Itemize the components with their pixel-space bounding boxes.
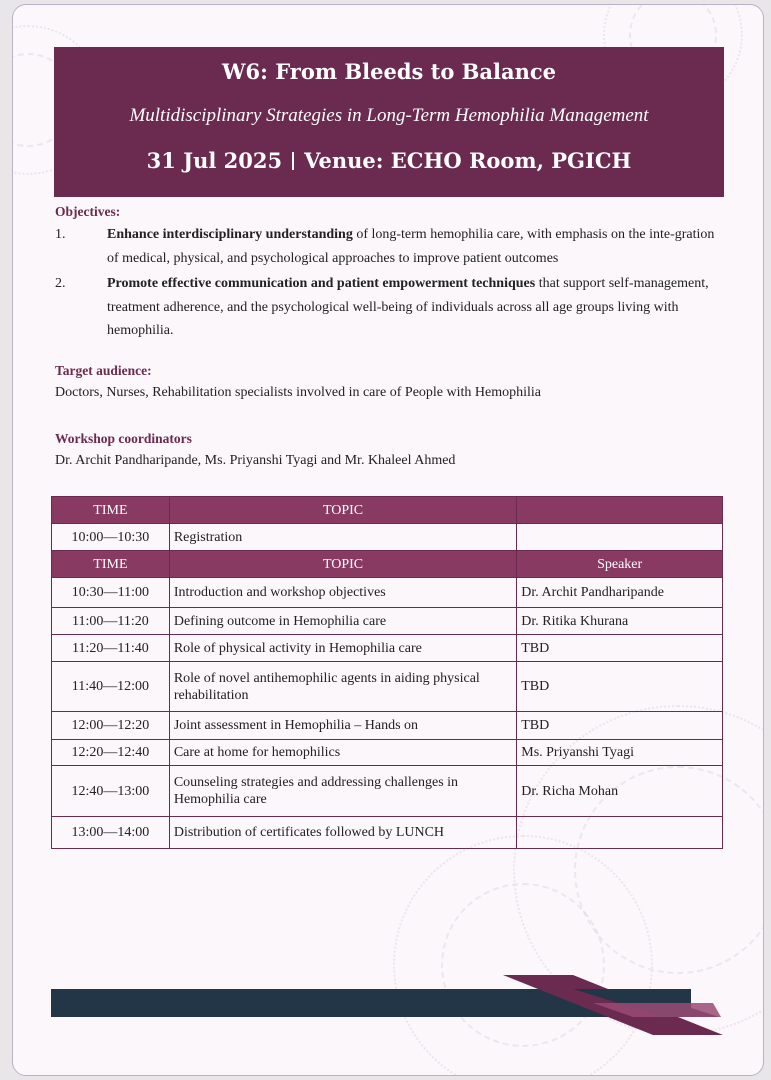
row-speaker: TBD	[517, 712, 723, 740]
row-topic: Distribution of certificates followed by LUNCH	[169, 817, 516, 849]
table-row	[52, 817, 723, 849]
workshop-title: W6: From Bleeds to Balance	[221, 59, 557, 84]
table-row	[52, 578, 723, 608]
row-time: 11:40—12:00	[52, 662, 170, 712]
header-topic: TOPIC	[169, 551, 516, 578]
row-speaker: TBD	[517, 662, 723, 712]
row-topic: Introduction and workshop objectives	[169, 578, 516, 608]
row-time: 12:00—12:20	[52, 712, 170, 740]
table-row	[52, 608, 723, 635]
target-audience-text: Doctors, Nurses, Rehabilitation specialists involved in care of People with Hemophilia	[55, 385, 542, 400]
row-topic: Joint assessment in Hemophilia – Hands on	[169, 712, 516, 740]
row-topic: Care at home for hemophilics	[169, 740, 516, 766]
workshop-venue: Venue: ECHO Room, PGICH	[304, 148, 632, 173]
table-row	[52, 740, 723, 766]
objectives-list	[55, 223, 717, 345]
table-row	[52, 766, 723, 817]
header-time: TIME	[52, 551, 170, 578]
row-speaker	[517, 817, 723, 849]
workshop-date: 31 Jul 2025	[146, 148, 283, 173]
workshop-subtitle: Multidisciplinary Strategies in Long-Term Hemophilia Management	[129, 105, 649, 126]
objective-item	[55, 272, 717, 343]
row-topic: Role of physical activity in Hemophilia care	[169, 635, 516, 662]
row-speaker: Ms. Priyanshi Tyagi	[517, 740, 723, 766]
header-time: TIME	[52, 497, 170, 524]
table-row	[52, 712, 723, 740]
row-time: 10:30—11:00	[52, 578, 170, 608]
row-speaker	[517, 524, 723, 551]
title-banner	[54, 47, 724, 197]
row-time: 13:00—14:00	[52, 817, 170, 849]
target-audience-heading: Target audience:	[55, 363, 152, 378]
coordinators-heading: Workshop coordinators	[55, 431, 192, 446]
objective-text: of long-term hemophilia care, with emphasis on the inte-gration of medical, physical, and psychological approaches to improve patient outcomes	[107, 227, 715, 266]
row-topic: Role of novel antihemophilic agents in aiding physical rehabilitation	[169, 662, 516, 712]
row-speaker: Dr. Richa Mohan	[517, 766, 723, 817]
objectives-heading: Objectives:	[55, 204, 121, 219]
document-page	[12, 4, 764, 1076]
objective-number: 2.	[55, 276, 66, 291]
objective-number: 1.	[55, 227, 66, 242]
coordinators-text: Dr. Archit Pandharipande, Ms. Priyanshi Tyagi and Mr. Khaleel Ahmed	[55, 453, 456, 468]
row-topic: Counseling strategies and addressing challenges in Hemophilia care	[169, 766, 516, 817]
row-time: 11:20—11:40	[52, 635, 170, 662]
table-row	[52, 662, 723, 712]
header-topic: TOPIC	[169, 497, 516, 524]
table-header-row	[52, 497, 723, 524]
schedule-table	[51, 496, 723, 849]
date-venue-line	[54, 148, 724, 173]
objective-bold-lead: Enhance interdisciplinary understanding	[107, 227, 353, 242]
table-header-row	[52, 551, 723, 578]
row-topic: Registration	[169, 524, 516, 551]
row-speaker: Dr. Ritika Khurana	[517, 608, 723, 635]
row-time: 12:40—13:00	[52, 766, 170, 817]
separator-bar	[292, 152, 294, 170]
row-time: 12:20—12:40	[52, 740, 170, 766]
objective-bold-lead: Promote effective communication and patient empowerment techniques	[107, 276, 536, 291]
row-speaker: TBD	[517, 635, 723, 662]
objective-item	[55, 223, 717, 270]
footer-ribbon	[13, 965, 764, 1045]
objective-text: that support self-management, treatment adherence, and the psychological well-being of individuals across all age groups living with hemophilia.	[107, 276, 709, 338]
row-time: 11:00—11:20	[52, 608, 170, 635]
header-speaker	[517, 497, 723, 524]
row-speaker: Dr. Archit Pandharipande	[517, 578, 723, 608]
row-topic: Defining outcome in Hemophilia care	[169, 608, 516, 635]
row-time: 10:00—10:30	[52, 524, 170, 551]
table-row	[52, 524, 723, 551]
table-row	[52, 635, 723, 662]
header-speaker: Speaker	[517, 551, 723, 578]
